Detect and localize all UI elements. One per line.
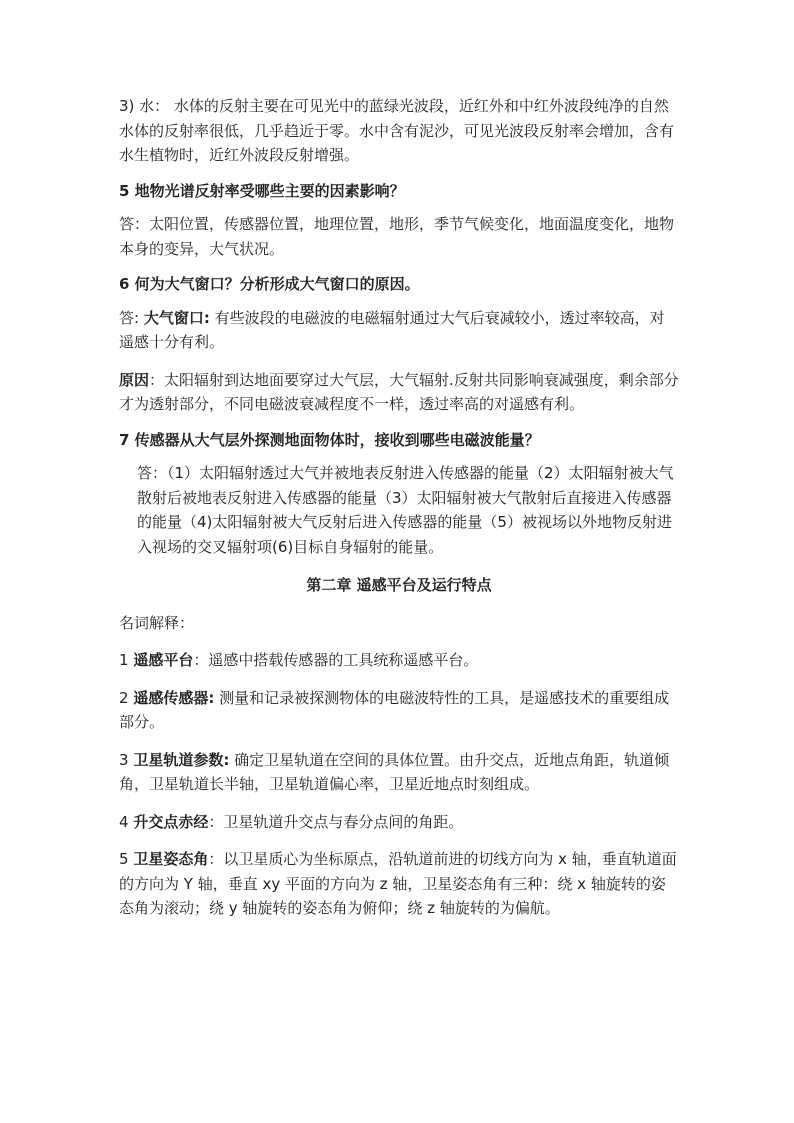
term-item <box>119 847 679 921</box>
term-item <box>119 648 679 673</box>
document-page <box>119 94 679 921</box>
term-reason: 原因 <box>119 370 150 389</box>
term-text: ：遥感中搭载传感器的工具统称遥感平台。 <box>193 651 479 669</box>
question-6-title: 6 何为大气窗口？分析形成大气窗口的原因。 <box>119 275 420 293</box>
question-5-title: 5 地物光谱反射率受哪些主要的因素影响？ <box>119 181 405 200</box>
term-text: ：以卫星质心为坐标原点，沿轨道前进的切线方向为 x 轴，垂直轨道面的方向为 Y 轴，垂直 xy 平面的方向为 z 轴，卫星姿态角有三种：绕 x 轴旋转的姿态角为滚动；绕 y 轴旋转的姿态角为俯仰；绕 z 轴旋转的为偏航。 <box>119 850 677 917</box>
term-item <box>119 748 679 797</box>
question-6-answer-definition <box>119 306 679 355</box>
chapter-title: 第二章 遥感平台及运行特点 <box>306 576 492 594</box>
term-name: 卫星轨道参数: <box>133 750 230 769</box>
term-name: 遥感平台 <box>133 651 194 669</box>
question-6-answer-reason <box>119 368 679 417</box>
term-number: 5 <box>119 850 134 868</box>
term-text: 确定卫星轨道在空间的具体位置。由升交点，近地点角距，轨道倾角，卫星轨道长半轴，卫星轨道偏心率，卫星近地点时刻组成。 <box>119 750 670 793</box>
term-item <box>119 686 679 735</box>
term-text: 测量和记录被探测物体的电磁波特性的工具，是遥感技术的重要组成部分。 <box>119 688 670 731</box>
definition-text: 有些波段的电磁波的电磁辐射通过大气后衰减较小，透过率较高，对遥感十分有利。 <box>119 308 665 351</box>
term-number: 1 <box>119 651 134 669</box>
term-number: 4 <box>119 812 134 831</box>
term-atmospheric-window: 大气窗口: <box>143 308 210 327</box>
question-5-answer: 答：太阳位置，传感器位置，地理位置，地形，季节气候变化，地面温度变化，地物本身的变异，大气状况。 <box>119 215 675 258</box>
question-7-answer: 答：（1）太阳辐射透过大气并被地表反射进入传感器的能量（2）太阳辐射被大气散射后被地表反射进入传感器的能量（3）太阳辐射被大气散射后直接进入传感器的能量（4)太阳辐射被大气反射后进入传感器的能量（5）被视场以外地物反射进入视场的交叉辐射项(6)目标自身辐射的能量。 <box>137 464 674 556</box>
terms-heading: 名词解释： <box>119 613 195 632</box>
term-name: 卫星姿态角 <box>133 850 209 868</box>
answer-prefix: 答: <box>119 308 144 327</box>
term-number: 3 <box>119 750 134 769</box>
question-7-title: 7 传感器从大气层外探测地面物体时，接收到哪些电磁波能量？ <box>119 430 540 449</box>
reason-text: ：太阳辐射到达地面要穿过大气层，大气辐射.反射共同影响衰减强度，剩余部分才为透射部分，不同电磁波衰减程度不一样，透过率高的对遥感有利。 <box>119 370 679 413</box>
term-name: 升交点赤经 <box>133 812 209 831</box>
term-number: 2 <box>119 688 134 707</box>
term-name: 遥感传感器: <box>133 688 215 707</box>
term-text: ：卫星轨道升交点与春分点间的角距。 <box>208 812 464 831</box>
term-item <box>119 810 679 835</box>
water-paragraph: 3) 水： 水体的反射主要在可见光中的蓝绿光波段，近红外和中红外波段纯净的自然水体的反射率很低，几乎趋近于零。水中含有泥沙，可见光波段反射率会增加，含有水生植物时，近红外波段反射增强。 <box>119 97 675 164</box>
